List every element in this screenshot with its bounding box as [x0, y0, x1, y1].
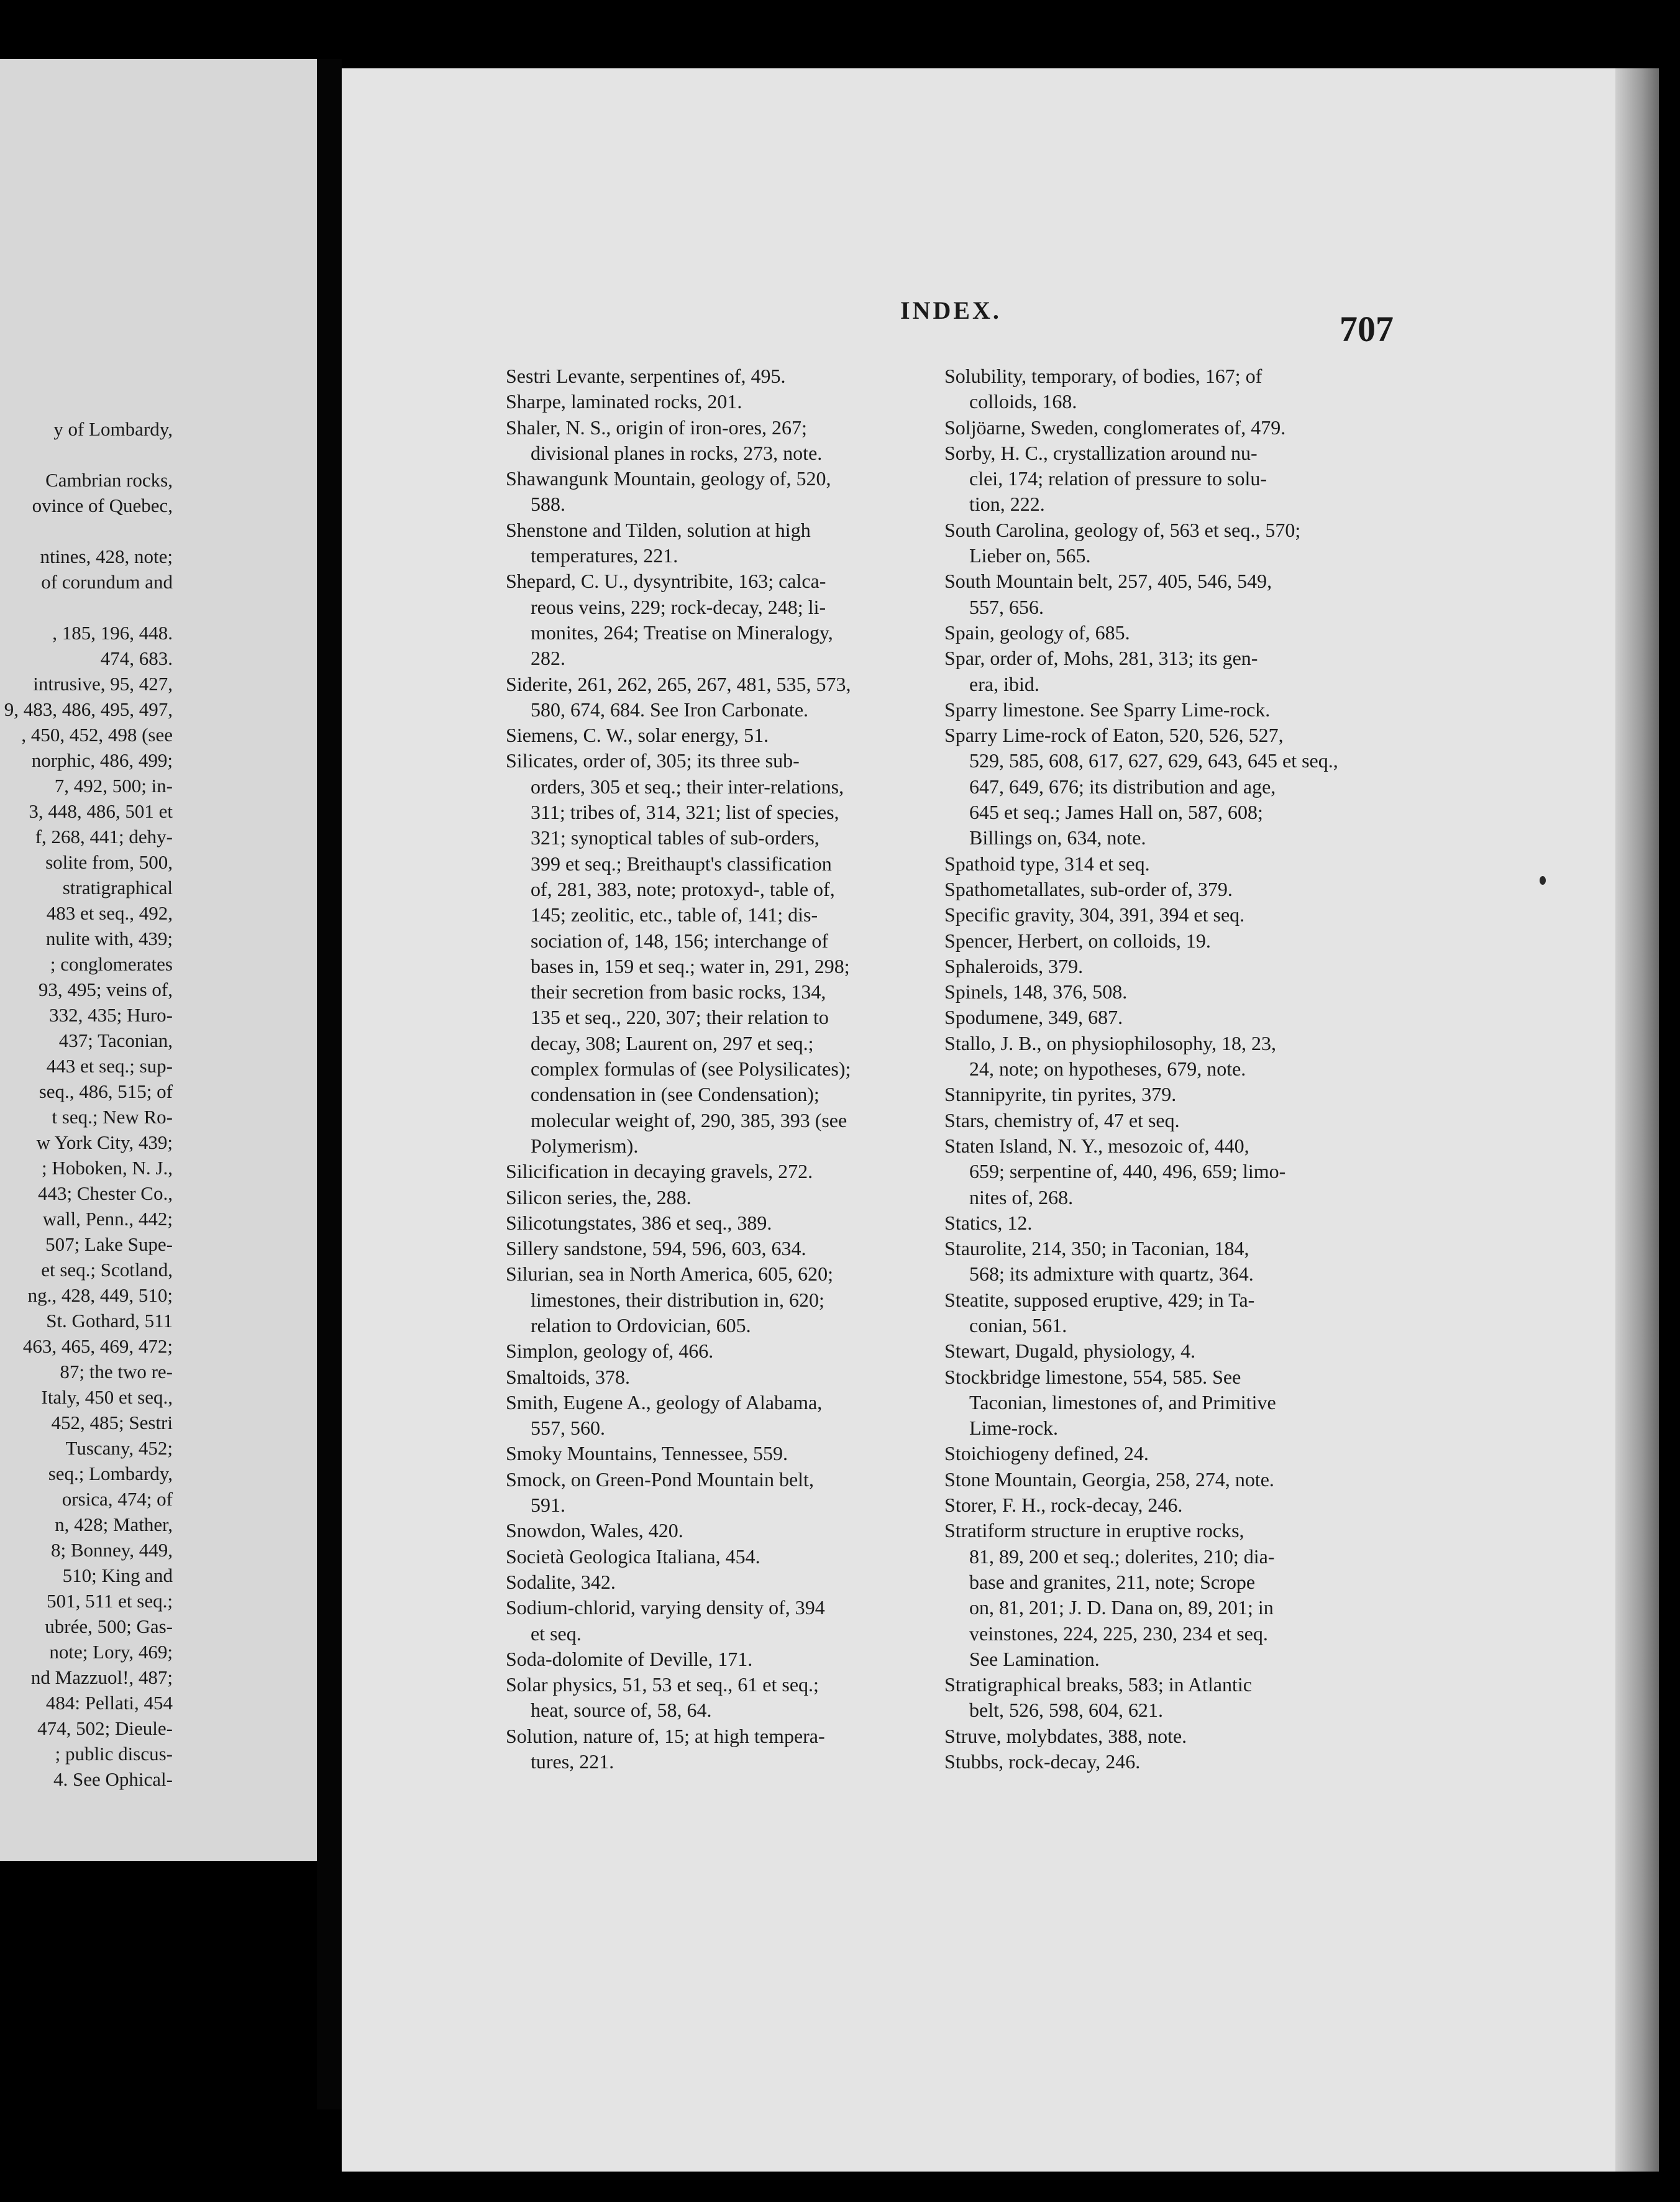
index-line: Sparry Lime-rock of Eaton, 520, 526, 527, [944, 724, 1284, 747]
index-line: Shenstone and Tilden, solution at high [506, 518, 811, 541]
index-line: Spinels, 148, 376, 508. [944, 980, 1128, 1003]
index-line: Società Geologica Italiana, 454. [506, 1545, 760, 1568]
index-line: Sestri Levante, serpentines of, 495. [506, 365, 786, 387]
previous-page-line: 474, 683. [100, 647, 173, 669]
index-line: Spathometallates, sub-order of, 379. [944, 877, 1233, 900]
index-line: Silicates, order of, 305; its three sub- [506, 749, 800, 772]
index-line: See Lamination. [969, 1647, 1100, 1670]
index-line: Sodium-chlorid, varying density of, 394 [506, 1596, 825, 1619]
index-line: monites, 264; Treatise on Mineralogy, [531, 621, 833, 644]
index-line: bases in, 159 et seq.; water in, 291, 298; [531, 954, 850, 977]
previous-page-line: ; conglomerates [50, 953, 173, 975]
previous-page-line: et seq.; Scotland, [41, 1259, 173, 1281]
index-line: Silicotungstates, 386 et seq., 389. [506, 1211, 772, 1234]
index-line: Spar, order of, Mohs, 281, 313; its gen- [944, 647, 1258, 670]
index-line: 24, note; on hypotheses, 679, note. [969, 1058, 1246, 1080]
index-line: Stars, chemistry of, 47 et seq. [944, 1108, 1180, 1131]
index-line: Sillery sandstone, 594, 596, 603, 634. [506, 1237, 806, 1260]
index-line: of, 281, 383, note; protoxyd-, table of, [531, 877, 835, 900]
index-line: 557, 560. [531, 1417, 605, 1440]
index-line: 588. [531, 493, 565, 516]
index-line: Spodumene, 349, 687. [944, 1006, 1123, 1029]
previous-page-line: seq., 486, 515; of [39, 1080, 173, 1102]
previous-page-line: , 450, 452, 498 (see [21, 724, 173, 746]
previous-page-line: 8; Bonney, 449, [50, 1539, 173, 1561]
previous-page-line: 507; Lake Supe- [45, 1233, 173, 1255]
index-line: molecular weight of, 290, 385, 393 (see [531, 1108, 847, 1131]
index-line: temperatures, 221. [531, 544, 678, 567]
index-line: Silicon series, the, 288. [506, 1186, 692, 1208]
index-line: Soda-dolomite of Deville, 171. [506, 1647, 753, 1670]
index-line: 591. [531, 1494, 565, 1517]
previous-page-line: t seq.; New Ro- [52, 1106, 173, 1128]
index-line: Solubility, temporary, of bodies, 167; of [944, 365, 1262, 387]
index-line: Spain, geology of, 685. [944, 621, 1130, 644]
index-line: Stoichiogeny defined, 24. [944, 1442, 1149, 1465]
index-line: decay, 308; Laurent on, 297 et seq.; [531, 1031, 814, 1054]
index-line: Smoky Mountains, Tennessee, 559. [506, 1442, 788, 1465]
previous-page-line: 484: Pellati, 454 [45, 1692, 173, 1714]
index-line: Silurian, sea in North America, 605, 620; [506, 1263, 834, 1286]
index-line: conian, 561. [969, 1313, 1067, 1336]
book-gutter [317, 59, 342, 2109]
previous-page-line: ng., 428, 449, 510; [27, 1284, 173, 1306]
index-line: Sharpe, laminated rocks, 201. [506, 390, 742, 413]
index-line: Stockbridge limestone, 554, 585. See [944, 1365, 1241, 1388]
index-line: Sphaleroids, 379. [944, 954, 1084, 977]
index-line: Stratigraphical breaks, 583; in Atlantic [944, 1673, 1252, 1696]
index-line: 321; synoptical tables of sub-orders, [531, 826, 819, 849]
ink-speck [1540, 876, 1546, 885]
previous-page-line: 483 et seq., 492, [46, 902, 173, 924]
index-line: Stannipyrite, tin pyrites, 379. [944, 1083, 1177, 1106]
index-line: sociation of, 148, 156; interchange of [531, 929, 828, 952]
index-line: Soljöarne, Sweden, conglomerates of, 479. [944, 416, 1286, 439]
previous-page-line: f, 268, 441; dehy- [35, 826, 173, 847]
index-line: 568; its admixture with quartz, 364. [969, 1263, 1254, 1286]
index-line: condensation in (see Condensation); [531, 1083, 819, 1106]
previous-page-line: ntines, 428, note; [40, 546, 173, 567]
index-column-right [944, 363, 1338, 1775]
index-line: Solution, nature of, 15; at high tempera- [506, 1724, 825, 1747]
previous-page-line: note; Lory, 469; [49, 1641, 173, 1663]
previous-page-line: y of Lombardy, [53, 418, 173, 440]
previous-page-line: 443 et seq.; sup- [46, 1055, 173, 1077]
previous-page-line: 501, 511 et seq.; [47, 1590, 173, 1612]
index-line: Polymerism). [531, 1134, 639, 1157]
page-number: 707 [1340, 309, 1394, 349]
index-line: Smith, Eugene A., geology of Alabama, [506, 1391, 823, 1414]
index-line: era, ibid. [969, 672, 1039, 695]
index-line: 311; tribes of, 314, 321; list of species, [531, 801, 839, 824]
previous-page-line: 9, 483, 486, 495, 497, [4, 698, 173, 720]
previous-page-line: Italy, 450 et seq., [41, 1386, 173, 1408]
index-line: Lime-rock. [969, 1417, 1059, 1440]
page-title: INDEX. [900, 296, 1002, 324]
previous-page-text [0, 59, 175, 1861]
index-line: 399 et seq.; Breithaupt's classification [531, 852, 832, 875]
previous-page-line: , 185, 196, 448. [52, 622, 173, 644]
index-line: their secretion from basic rocks, 134, [531, 980, 826, 1003]
index-line: Siemens, C. W., solar energy, 51. [506, 724, 769, 747]
index-line: Spathoid type, 314 et seq. [944, 852, 1150, 875]
previous-page-line: nulite with, 439; [45, 928, 173, 949]
index-line: 529, 585, 608, 617, 627, 629, 643, 645 et seq., [969, 749, 1338, 772]
previous-page-line: 7, 492, 500; in- [54, 775, 173, 797]
previous-page-line: Tuscany, 452; [65, 1437, 173, 1459]
index-line: belt, 526, 598, 604, 621. [969, 1699, 1163, 1722]
index-line: Specific gravity, 304, 391, 394 et seq. [944, 903, 1245, 926]
index-line: Simplon, geology of, 466. [506, 1340, 714, 1363]
index-line: base and granites, 211, note; Scrope [969, 1570, 1256, 1593]
index-line: Stone Mountain, Georgia, 258, 274, note. [944, 1468, 1274, 1491]
index-line: Stubbs, rock-decay, 246. [944, 1750, 1141, 1773]
index-line: 645 et seq.; James Hall on, 587, 608; [969, 801, 1263, 824]
index-line: Spencer, Herbert, on colloids, 19. [944, 929, 1211, 952]
index-line: Sparry limestone. See Sparry Lime-rock. [944, 698, 1271, 721]
index-line: Snowdon, Wales, 420. [506, 1519, 683, 1542]
index-line: Sodalite, 342. [506, 1570, 616, 1593]
previous-page-line: w York City, 439; [36, 1131, 173, 1153]
index-line: 580, 674, 684. See Iron Carbonate. [531, 698, 809, 721]
index-line: limestones, their distribution in, 620; [531, 1288, 824, 1311]
previous-page-line: 87; the two re- [60, 1361, 173, 1382]
index-line: Sorby, H. C., crystallization around nu- [944, 441, 1258, 464]
index-column-left [506, 363, 851, 1775]
index-line: tion, 222. [969, 493, 1045, 516]
index-line: Siderite, 261, 262, 265, 267, 481, 535, 573, [506, 672, 851, 695]
previous-page-line: n, 428; Mather, [55, 1514, 173, 1535]
previous-page-line: 4. See Ophical- [53, 1768, 173, 1790]
previous-page-line: ovince of Quebec, [32, 495, 173, 516]
index-line: clei, 174; relation of pressure to solu- [969, 467, 1267, 490]
index-line: Staurolite, 214, 350; in Taconian, 184, [944, 1237, 1249, 1260]
previous-page-line: St. Gothard, 511 [46, 1310, 173, 1332]
previous-page-line: orsica, 474; of [62, 1488, 173, 1510]
page-edge [1615, 68, 1659, 2172]
previous-page-line: 474, 502; Dieule- [37, 1717, 173, 1739]
index-line: 282. [531, 647, 565, 670]
index-line: Shawangunk Mountain, geology of, 520, [506, 467, 831, 490]
index-line: on, 81, 201; J. D. Dana on, 89, 201; in [969, 1596, 1274, 1619]
index-line: nites of, 268. [969, 1186, 1074, 1208]
index-line: Stratiform structure in eruptive rocks, [944, 1519, 1244, 1542]
index-line: et seq. [531, 1622, 582, 1645]
index-line: tures, 221. [531, 1750, 614, 1773]
index-line: Smaltoids, 378. [506, 1365, 631, 1388]
index-line: 145; zeolitic, etc., table of, 141; dis- [531, 903, 818, 926]
index-line: Taconian, limestones of, and Primitive [969, 1391, 1276, 1414]
index-line: Lieber on, 565. [969, 544, 1091, 567]
index-line: 557, 656. [969, 595, 1044, 618]
index-line: Staten Island, N. Y., mesozoic of, 440, [944, 1134, 1249, 1157]
index-line: South Mountain belt, 257, 405, 546, 549, [944, 570, 1272, 593]
index-line: colloids, 168. [969, 390, 1077, 413]
index-line: divisional planes in rocks, 273, note. [531, 441, 823, 464]
previous-page-line: of corundum and [41, 571, 173, 593]
previous-page-line: wall, Penn., 442; [42, 1208, 173, 1230]
previous-page-line: ; Hoboken, N. J., [42, 1157, 173, 1179]
index-line: Silicification in decaying gravels, 272. [506, 1160, 813, 1183]
index-line: 81, 89, 200 et seq.; dolerites, 210; dia- [969, 1545, 1275, 1568]
index-page [342, 68, 1659, 2172]
index-line: reous veins, 229; rock-decay, 248; li- [531, 595, 826, 618]
index-line: orders, 305 et seq.; their inter-relations, [531, 775, 844, 798]
previous-page-line: ; public discus- [55, 1743, 173, 1765]
previous-page-line: 437; Taconian, [58, 1030, 173, 1051]
index-line: 659; serpentine of, 440, 496, 659; limo- [969, 1160, 1286, 1183]
index-line: Shaler, N. S., origin of iron-ores, 267; [506, 416, 807, 439]
previous-page-line: 443; Chester Co., [38, 1182, 173, 1204]
index-line: Storer, F. H., rock-decay, 246. [944, 1494, 1183, 1517]
index-line: Solar physics, 51, 53 et seq., 61 et seq.; [506, 1673, 819, 1696]
index-line: South Carolina, geology of, 563 et seq., 570; [944, 518, 1301, 541]
index-line: Struve, molybdates, 388, note. [944, 1724, 1187, 1747]
previous-page-line: 93, 495; veins of, [38, 979, 173, 1000]
previous-page-line: stratigraphical [62, 877, 173, 898]
index-line: 135 et seq., 220, 307; their relation to [531, 1006, 829, 1029]
previous-page-line: solite from, 500, [45, 851, 173, 873]
previous-page-line: seq.; Lombardy, [48, 1463, 173, 1484]
previous-page-line: intrusive, 95, 427, [33, 673, 173, 695]
index-line: Stewart, Dugald, physiology, 4. [944, 1340, 1196, 1363]
index-line: 647, 649, 676; its distribution and age, [969, 775, 1276, 798]
index-line: relation to Ordovician, 605. [531, 1313, 751, 1336]
index-line: Smock, on Green-Pond Mountain belt, [506, 1468, 814, 1491]
index-line: complex formulas of (see Polysilicates); [531, 1058, 851, 1080]
index-line: Stallo, J. B., on physiophilosophy, 18, 23, [944, 1031, 1276, 1054]
previous-page-line: 3, 448, 486, 501 et [29, 800, 173, 822]
previous-page-line: 510; King and [62, 1565, 173, 1586]
previous-page-line: 463, 465, 469, 472; [22, 1335, 173, 1357]
previous-page-line: nd Mazzuol!, 487; [30, 1666, 173, 1688]
previous-page-line: ubrée, 500; Gas- [45, 1615, 173, 1637]
index-line: Statics, 12. [944, 1211, 1033, 1234]
index-line: heat, source of, 58, 64. [531, 1699, 712, 1722]
previous-page-line: 452, 485; Sestri [51, 1412, 173, 1433]
index-line: veinstones, 224, 225, 230, 234 et seq. [969, 1622, 1268, 1645]
previous-page-line: 332, 435; Huro- [49, 1004, 173, 1026]
index-line: Steatite, supposed eruptive, 429; in Ta- [944, 1288, 1255, 1311]
previous-page-fragment [0, 59, 317, 1861]
previous-page-line: norphic, 486, 499; [31, 749, 173, 771]
index-line: Shepard, C. U., dysyntribite, 163; calca- [506, 570, 826, 593]
index-line: Billings on, 634, note. [969, 826, 1146, 849]
previous-page-line: Cambrian rocks, [45, 469, 173, 491]
